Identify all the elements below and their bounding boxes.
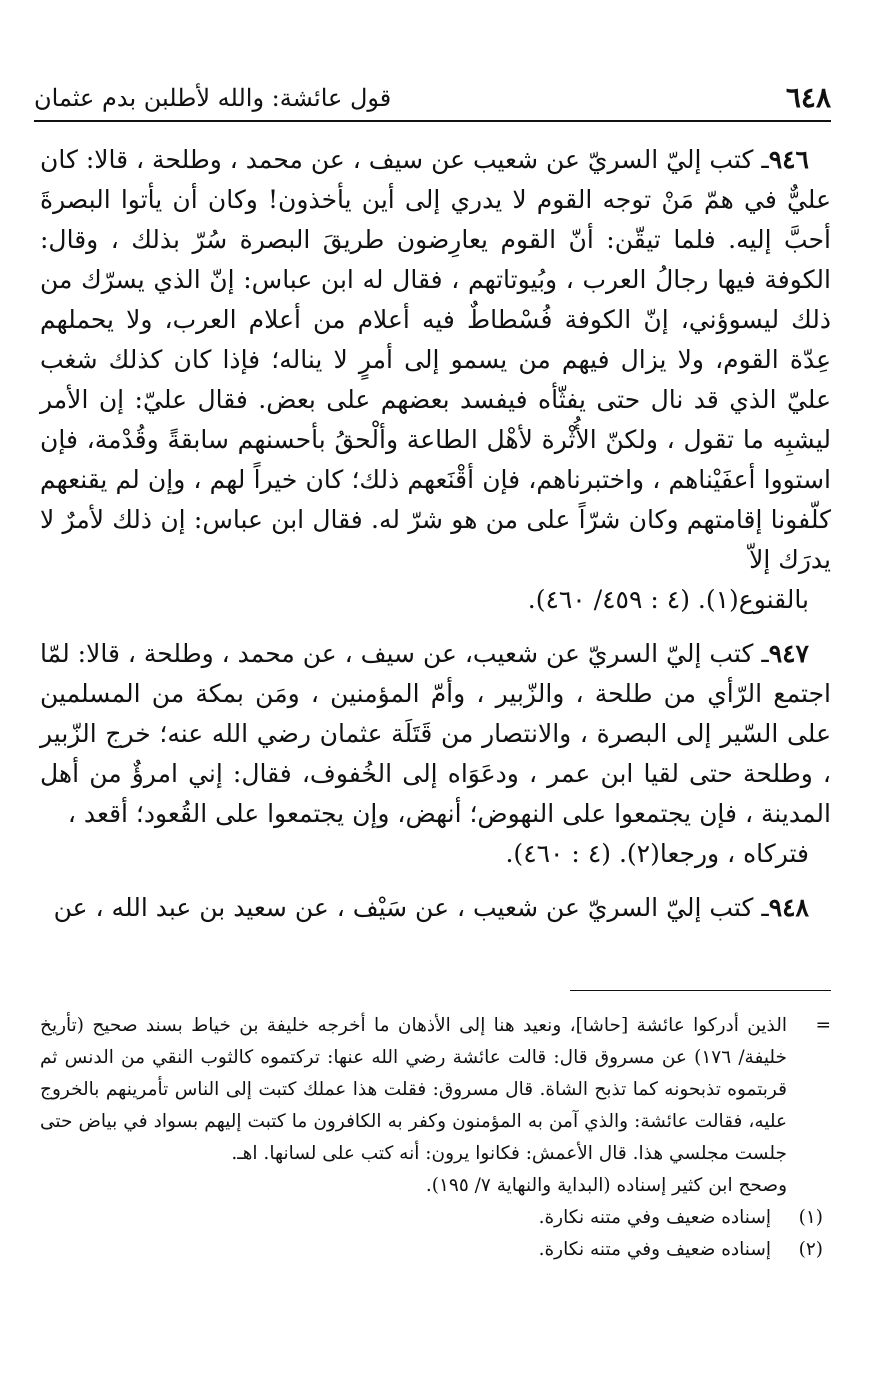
footnotes bbox=[40, 1010, 831, 1266]
paragraph-text: ـ كتب إليّ السريّ عن شعيب ، عن سَيْف ، عن سعيد بن عبد الله ، عن bbox=[53, 893, 769, 922]
paragraph-947 bbox=[40, 634, 831, 874]
footnote-text: إسناده ضعيف وفي متنه نكارة. bbox=[538, 1207, 771, 1228]
paragraph-948 bbox=[40, 888, 831, 928]
footnote-continuation-text: الذين أدركوا عائشة [حاشا]، ونعيد هنا إلى الأذهان ما أخرجه خليفة بن خياط بسند صحيح (تأريخ خليفة/ ١٧٦) عن مسروق قال: قالت عائشة رضي الله عنها: تركتموه كالثوب النقي من الدنس ثم قربتموه تذبحونه كما تذبح الشاة. قال مسروق: فقلت هذا عملك كتبت إلى الناس تأمرينهم بالخروج عليه، فقالت عائشة: والذي آمن به المؤمنون وكفر به الكافرون ما كتبت إليهم بسواد في بياض حتى جلست مجلسي هذا. قال الأعمش: فكانوا يرون: أنه كتب على لسانها. اهـ. bbox=[40, 1015, 787, 1164]
paragraph-end: بالقنوع(١). (٤ : ٤٥٩/ ٤٦٠). bbox=[527, 585, 809, 614]
report-number: ٩٤٦ bbox=[768, 145, 809, 174]
paragraph-text: ـ كتب إليّ السريّ عن شعيب عن سيف ، عن محمد ، وطلحة ، قالا: كان عليٌّ في همّ مَنْ توجه القوم لا يدري إلى أين يأخذون! وكان أن يأتوا البصرةَ أحبَّ إليه. فلما تيقّن: أنّ القوم يعارِضون طريقَ البصرة سُرّ بذلك ، وقال: الكوفة فيها رجالُ العرب ، وبُيوتاتهم ، فقال له ابن عباس: إنّ الذي يسرّك من ذلك ليسوؤني، إنّ الكوفة فُسْطاطٌ فيه أعلام من أعلام العرب، ولا يحملهم عِدّة القوم، ولا يزال فيهم من يسمو إلى أمرٍ لا يناله؛ فإذا كان كذلك شغب عليّ الذي قد نال حتى يفثّأه فيفسد بعضهم على بعض. فقال عليّ: إن الأمر ليشبِه ما تقول ، ولكنّ الأُثْرة لأهْل الطاعة وألْحقُ بأحسنهم سابقةً وقُدْمة، فإن استووا أعفَيْناهم ، واختبرناهم، فإن أقْنَعهم ذلك؛ كان خيراً لهم ، وإن لم يقنعهم كلّفونا إقامتهم وكان شرّاً على من هو شرّ له. فقال ابن عباس: إن ذلك لأمرٌ لا يدرَك إلاّ bbox=[40, 145, 831, 574]
report-number: ٩٤٨ bbox=[768, 893, 809, 922]
report-number: ٩٤٧ bbox=[768, 639, 809, 668]
page-number: ٦٤٨ bbox=[785, 81, 831, 114]
continuation-marker: = bbox=[815, 1015, 831, 1036]
paragraph-end: فتركاه ، ورجعا(٢). (٤ : ٤٦٠). bbox=[505, 839, 809, 868]
footnote-continuation bbox=[40, 1010, 831, 1170]
footnote-number: (٢) bbox=[798, 1239, 823, 1260]
paragraph-text: ـ كتب إليّ السريّ عن شعيب، عن سيف ، عن محمد ، وطلحة ، قالا: لمّا اجتمع الرّأي من طلحة ، والزّبير ، وأمّ المؤمنين ، ومَن بمكة من المسلمين على السّير إلى البصرة ، والانتصار من قَتَلَة عثمان رضي الله عنه؛ خرج الزّبير ، وطلحة حتى لقيا ابن عمر ، ودعَوَاه إلى الخُفوف، فقال: إني امرؤٌ من أهل المدينة ، فإن يجتمعوا على النهوض؛ أنهض، وإن يجتمعوا على القُعود؛ أقعد ، bbox=[40, 639, 831, 828]
running-title: قول عائشة: والله لأطلبن بدم عثمان bbox=[34, 84, 392, 112]
page-header bbox=[34, 78, 831, 118]
footnote-number: (١) bbox=[798, 1207, 823, 1228]
footnote-2 bbox=[40, 1234, 831, 1266]
footnote-authentication: وصحح ابن كثير إسناده (البداية والنهاية ٧/ ١٩٥). bbox=[425, 1175, 787, 1196]
footnote-rule bbox=[570, 990, 831, 991]
footnote-1 bbox=[40, 1202, 831, 1234]
paragraph-946 bbox=[40, 140, 831, 620]
header-rule bbox=[34, 120, 831, 122]
main-text bbox=[40, 140, 831, 928]
footnote-text: إسناده ضعيف وفي متنه نكارة. bbox=[538, 1239, 771, 1260]
